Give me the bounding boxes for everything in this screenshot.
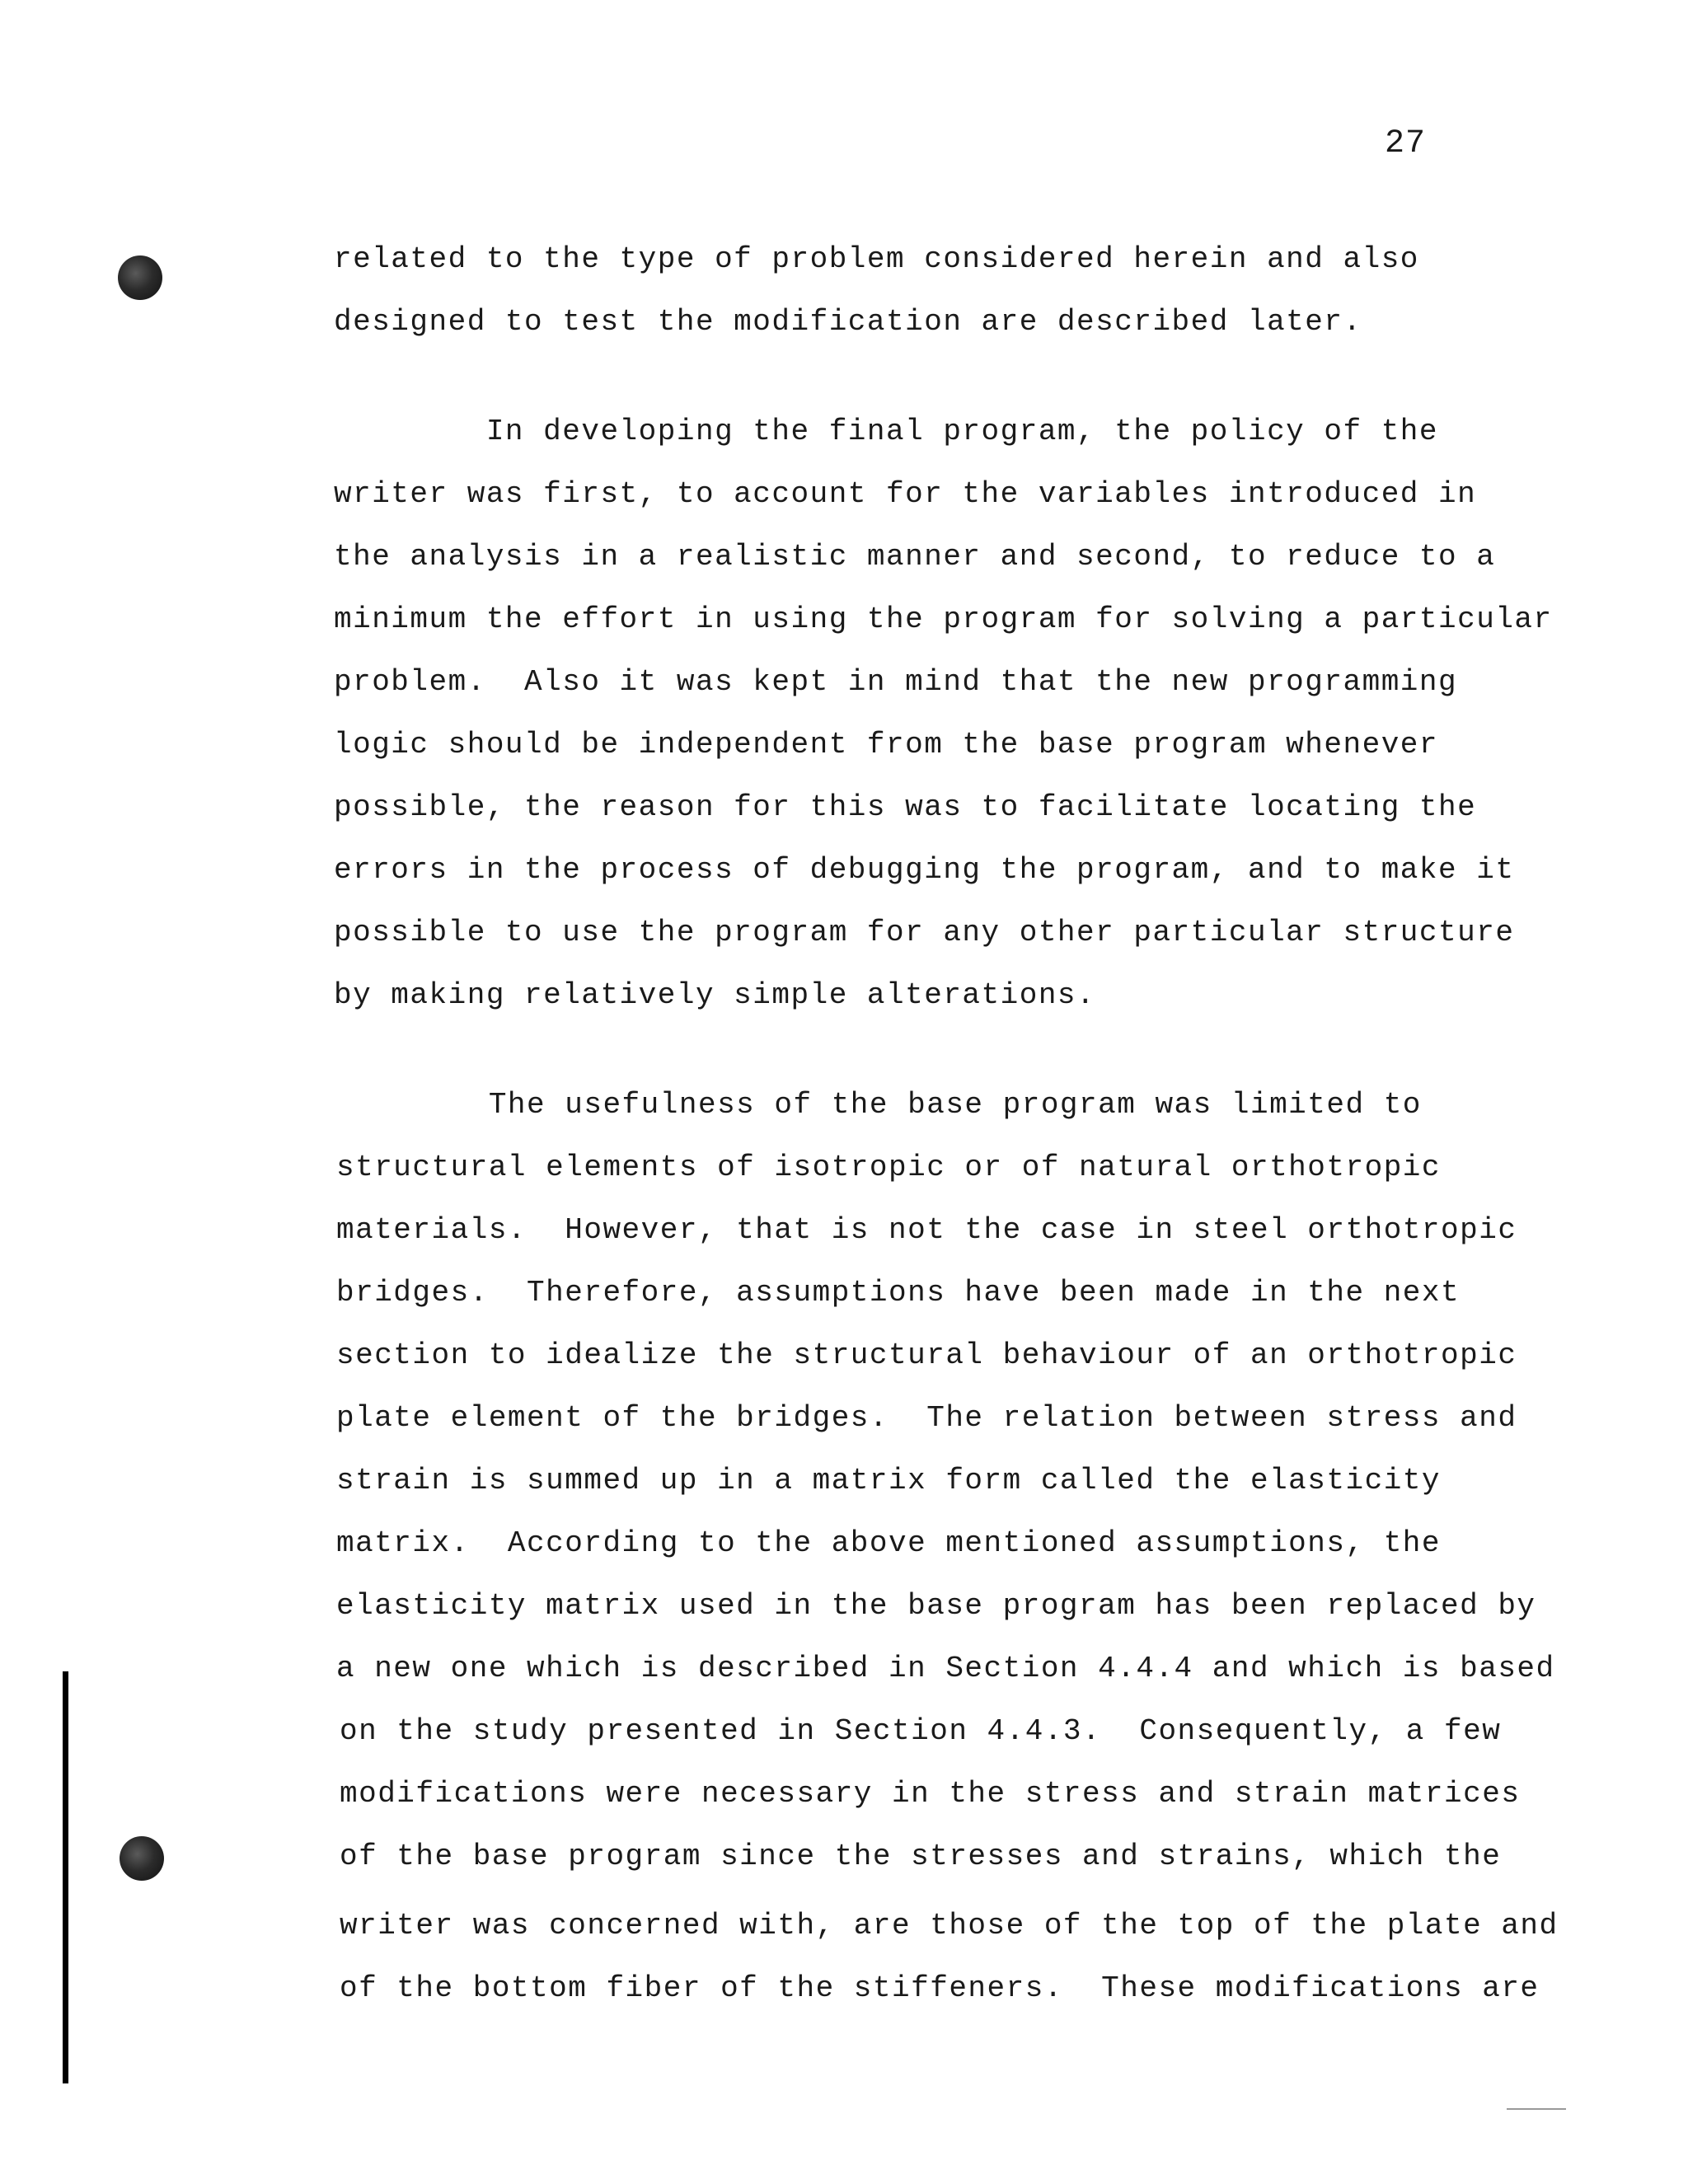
text-line: errors in the process of debugging the program, and to make it bbox=[334, 853, 1515, 887]
text-line: logic should be independent from the base program whenever bbox=[334, 728, 1439, 762]
text-line: modifications were necessary in the stress and strain matrices bbox=[340, 1777, 1521, 1811]
text-line: problem. Also it was kept in mind that the new programming bbox=[334, 665, 1458, 699]
text-line: In developing the final program, the policy of the bbox=[334, 415, 1439, 448]
page-number: 27 bbox=[1385, 125, 1427, 162]
corner-mark bbox=[1507, 2108, 1566, 2110]
text-line: strain is summed up in a matrix form called the elasticity bbox=[336, 1464, 1442, 1497]
text-line: materials. However, that is not the case in steel orthotropic bbox=[336, 1213, 1517, 1247]
text-line: on the study presented in Section 4.4.3. Consequently, a few bbox=[340, 1714, 1502, 1748]
text-line: designed to test the modification are described later. bbox=[334, 305, 1362, 339]
text-line: plate element of the bridges. The relation between stress and bbox=[336, 1401, 1517, 1435]
text-line: The usefulness of the base program was limited to bbox=[336, 1088, 1422, 1122]
text-line: of the base program since the stresses and strains, which the bbox=[340, 1840, 1502, 1873]
text-line: structural elements of isotropic or of natural orthotropic bbox=[336, 1151, 1442, 1184]
text-line: writer was concerned with, are those of the top of the plate and bbox=[340, 1909, 1559, 1943]
text-line: the analysis in a realistic manner and second, to reduce to a bbox=[334, 540, 1496, 574]
text-line: matrix. According to the above mentioned assumptions, the bbox=[336, 1526, 1442, 1560]
text-line: possible, the reason for this was to facilitate locating the bbox=[334, 790, 1477, 824]
punch-hole-top bbox=[118, 255, 162, 300]
text-line: related to the type of problem considered herein and also bbox=[334, 242, 1419, 276]
text-line: a new one which is described in Section 4.4.4 and which is based bbox=[336, 1652, 1555, 1685]
text-line: section to idealize the structural behaviour of an orthotropic bbox=[336, 1338, 1517, 1372]
margin-bar bbox=[63, 1671, 68, 2083]
text-line: of the bottom fiber of the stiffeners. These modifications are bbox=[340, 1971, 1540, 2005]
text-line: minimum the effort in using the program for solving a particular bbox=[334, 602, 1553, 636]
punch-hole-bottom bbox=[120, 1836, 164, 1881]
text-line: elasticity matrix used in the base program has been replaced by bbox=[336, 1589, 1536, 1623]
text-line: writer was first, to account for the variables introduced in bbox=[334, 477, 1477, 511]
text-line: possible to use the program for any other particular structure bbox=[334, 916, 1515, 949]
text-line: bridges. Therefore, assumptions have been made in the next bbox=[336, 1276, 1461, 1310]
text-line: by making relatively simple alterations. bbox=[334, 978, 1096, 1012]
